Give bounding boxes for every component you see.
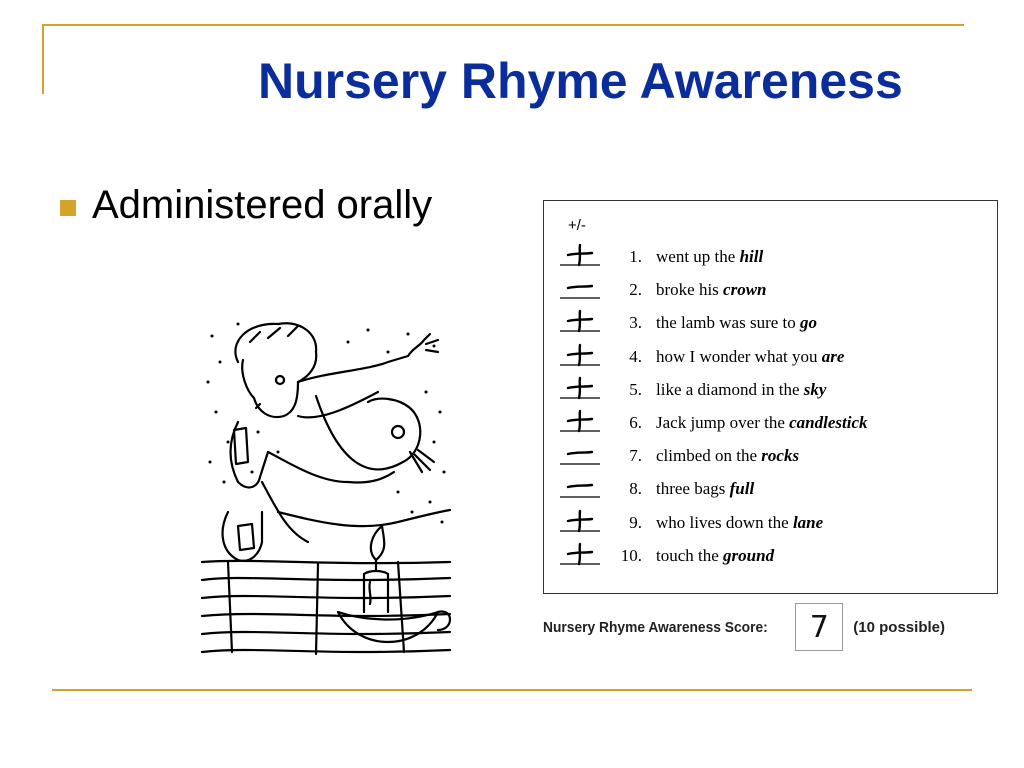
rhyme-item-phrase — [656, 446, 799, 466]
rhyme-item-phrase — [656, 513, 823, 533]
handwritten-plus-mark — [558, 540, 602, 570]
rhyme-item-text: how I wonder what you — [656, 346, 822, 366]
rhyme-item-phrase — [656, 413, 868, 433]
rhyme-scoring-sheet — [543, 200, 998, 594]
rhyme-item-row — [544, 376, 994, 406]
handwritten-minus-mark — [558, 440, 602, 470]
rhyme-item-number: 2. — [629, 280, 642, 300]
handwritten-plus-mark — [558, 341, 602, 371]
rhyme-item-keyword: hill — [739, 247, 764, 266]
rhyme-item-row — [544, 276, 994, 306]
score-box — [795, 603, 843, 651]
rhyme-item-number: 5. — [629, 379, 642, 399]
rhyme-item-phrase — [656, 347, 844, 367]
handwritten-plus-mark — [558, 374, 602, 404]
rhyme-item-phrase — [656, 313, 817, 333]
rhyme-item-text: Jack jump over the — [656, 413, 790, 432]
bullet-item — [60, 183, 432, 228]
score-possible: (10 possible) — [853, 618, 945, 636]
rhyme-item-number: 7. — [629, 446, 642, 466]
score-label: Nursery Rhyme Awareness Score: — [543, 618, 768, 636]
rhyme-item-keyword: crown — [723, 280, 767, 300]
rhyme-item-number: 1. — [629, 247, 642, 266]
handwritten-minus-mark — [558, 473, 602, 503]
handwritten-plus-mark — [558, 307, 602, 337]
rhyme-item-phrase — [656, 247, 763, 267]
top-border-line — [42, 24, 964, 26]
rhyme-item-row — [544, 509, 994, 539]
score-line — [543, 603, 945, 651]
handwritten-plus-mark — [558, 507, 602, 537]
score-value: 7 — [809, 609, 829, 645]
handwritten-minus-mark — [558, 274, 602, 304]
rhyme-item-text: three bags — [656, 479, 730, 499]
rhyme-item-text: the lamb was sure to — [656, 313, 800, 333]
rhyme-item-text: like a diamond in the — [656, 379, 804, 399]
rhyme-item-row — [544, 343, 994, 373]
rhyme-item-number: 8. — [629, 479, 642, 499]
rhyme-item-row — [544, 309, 994, 339]
rhyme-item-number: 10. — [620, 545, 642, 565]
rhyme-item-text: broke his — [656, 280, 724, 300]
square-bullet-icon — [60, 200, 76, 216]
rhyme-item-number: 4. — [629, 346, 642, 366]
rhyme-item-row — [544, 409, 994, 439]
rhyme-item-phrase — [656, 479, 754, 499]
rhyme-item-number: 3. — [629, 313, 642, 333]
rhyme-item-number: 6. — [629, 413, 642, 432]
rhyme-item-phrase — [656, 280, 767, 300]
left-border-line — [42, 24, 44, 94]
rhyme-item-keyword: rocks — [761, 446, 800, 466]
handwritten-plus-mark — [558, 407, 602, 437]
rhyme-item-row — [544, 542, 994, 572]
rhyme-item-keyword: candlestick — [789, 413, 868, 432]
rhyme-item-text: who lives down the — [656, 512, 793, 532]
bullet-text: Administered orally — [92, 183, 433, 227]
rhyme-item-row — [544, 475, 994, 505]
rhyme-item-text: climbed on the — [656, 446, 762, 466]
jack-jumping-candlestick-illustration — [198, 312, 454, 662]
rhyme-item-keyword: lane — [792, 512, 824, 532]
rhyme-item-keyword: go — [800, 313, 817, 333]
rhyme-item-row — [544, 243, 994, 273]
slide-title: Nursery Rhyme Awareness — [258, 53, 903, 109]
rhyme-item-keyword: ground — [723, 545, 775, 565]
rhyme-item-keyword: full — [729, 479, 755, 499]
rhyme-item-row — [544, 442, 994, 472]
rhyme-item-phrase — [656, 546, 774, 566]
rhyme-item-text: went up the — [656, 247, 740, 266]
rhyme-item-phrase — [656, 380, 826, 400]
rhyme-item-number: 9. — [629, 512, 642, 532]
rhyme-item-keyword: sky — [803, 379, 827, 399]
bottom-border-line — [52, 689, 972, 691]
rhyme-item-text: touch the — [656, 545, 724, 565]
rhyme-item-keyword: are — [821, 346, 845, 366]
handwritten-plus-mark — [558, 241, 602, 271]
plus-minus-header: +/- — [568, 217, 586, 234]
